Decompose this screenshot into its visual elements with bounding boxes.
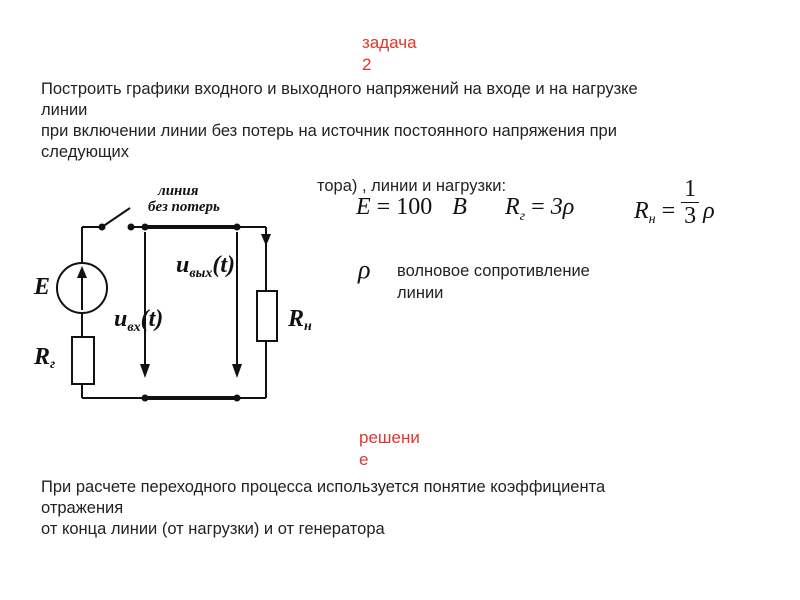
junction-top-left [142, 224, 149, 231]
problem-line-2: линии [41, 101, 88, 119]
label-uout-sub: вых [189, 266, 213, 281]
switch-contact-right [129, 225, 134, 230]
formula-rn [634, 176, 715, 229]
task-heading [362, 32, 417, 76]
formula-rn-num: 1 [684, 176, 697, 202]
junction-top-right [234, 224, 241, 231]
formula-rg-eq: = [531, 194, 545, 220]
formula-rg-lhs: R [505, 194, 520, 220]
formula-e-eq: = [376, 194, 391, 220]
label-uin-sub: вх [127, 320, 141, 335]
rho-description-line1: волновое сопротивление [397, 262, 590, 280]
label-uout-arg: (t) [212, 252, 235, 278]
source-arrow-head [77, 266, 87, 278]
explanation-line-3: от конца линии (от нагрузки) и от генератора [41, 520, 385, 538]
resistor-rg [72, 337, 94, 384]
label-rg-main: R [34, 344, 51, 370]
problem-line-5: тора) , линии и нагрузки: [317, 177, 507, 195]
formula-rn-den: 3 [681, 202, 699, 229]
explanation-line-1: При расчете переходного процесса используется понятие коэффициента [41, 478, 606, 496]
label-uin-arg: (t) [140, 306, 164, 332]
label-rg [33, 344, 55, 372]
explanation-line-2: отражения [41, 499, 124, 517]
explanation-text [41, 477, 605, 540]
formula-rg-sub: г [519, 208, 526, 224]
formula-rn-fraction [681, 176, 699, 229]
label-uout-main: u [176, 252, 190, 278]
rho-symbol: ρ [358, 255, 371, 284]
formula-rn-rhs: ρ [703, 198, 715, 224]
junction-bottom-right [234, 395, 241, 402]
line-title-1: линия [158, 183, 199, 199]
formula-e-value: 100 [396, 194, 433, 220]
formula-rn-sub: н [648, 211, 656, 227]
solution-heading-line2: е [359, 450, 369, 469]
switch-blade [102, 208, 130, 227]
formula-rg-rhs: 3ρ [550, 194, 575, 220]
label-rn-main: R [288, 306, 305, 332]
problem-line-1: Построить графики входного и выходного напряжений на входе и на нагрузке [41, 80, 638, 98]
resistor-rn [257, 291, 277, 341]
formula-e-lhs: E [356, 194, 371, 220]
label-source-e: E [34, 274, 51, 300]
formula-e [356, 194, 467, 221]
label-uout [176, 252, 235, 281]
formula-rg [505, 194, 574, 225]
task-heading-line1: задача [362, 33, 417, 52]
uin-arrow-head [140, 364, 150, 378]
formula-rn-eq: = [661, 198, 676, 224]
problem-statement [41, 79, 638, 163]
line-title-2: без потерь [148, 199, 220, 215]
label-uin [114, 306, 163, 335]
problem-line-4: следующих [41, 143, 129, 161]
label-rn [287, 306, 312, 334]
solution-heading [359, 427, 420, 471]
formula-e-unit: B [452, 194, 467, 220]
uout-arrow-head [232, 364, 242, 378]
label-rg-sub: г [50, 357, 56, 372]
label-uin-main: u [114, 306, 128, 332]
switch-contact-left [100, 225, 105, 230]
formula-rn-lhs: R [634, 198, 649, 224]
source-e-symbol [57, 263, 107, 313]
junction-bottom-left [142, 395, 149, 402]
wire-right-arrow-head [261, 234, 271, 246]
problem-line-3: при включении линии без потерь на источник постоянного напряжения при [41, 122, 617, 140]
rho-description [397, 260, 590, 304]
solution-heading-line1: решени [359, 428, 420, 447]
rho-description-line2: линии [397, 284, 444, 302]
label-rn-sub: н [304, 319, 312, 334]
task-heading-line2: 2 [362, 55, 372, 74]
